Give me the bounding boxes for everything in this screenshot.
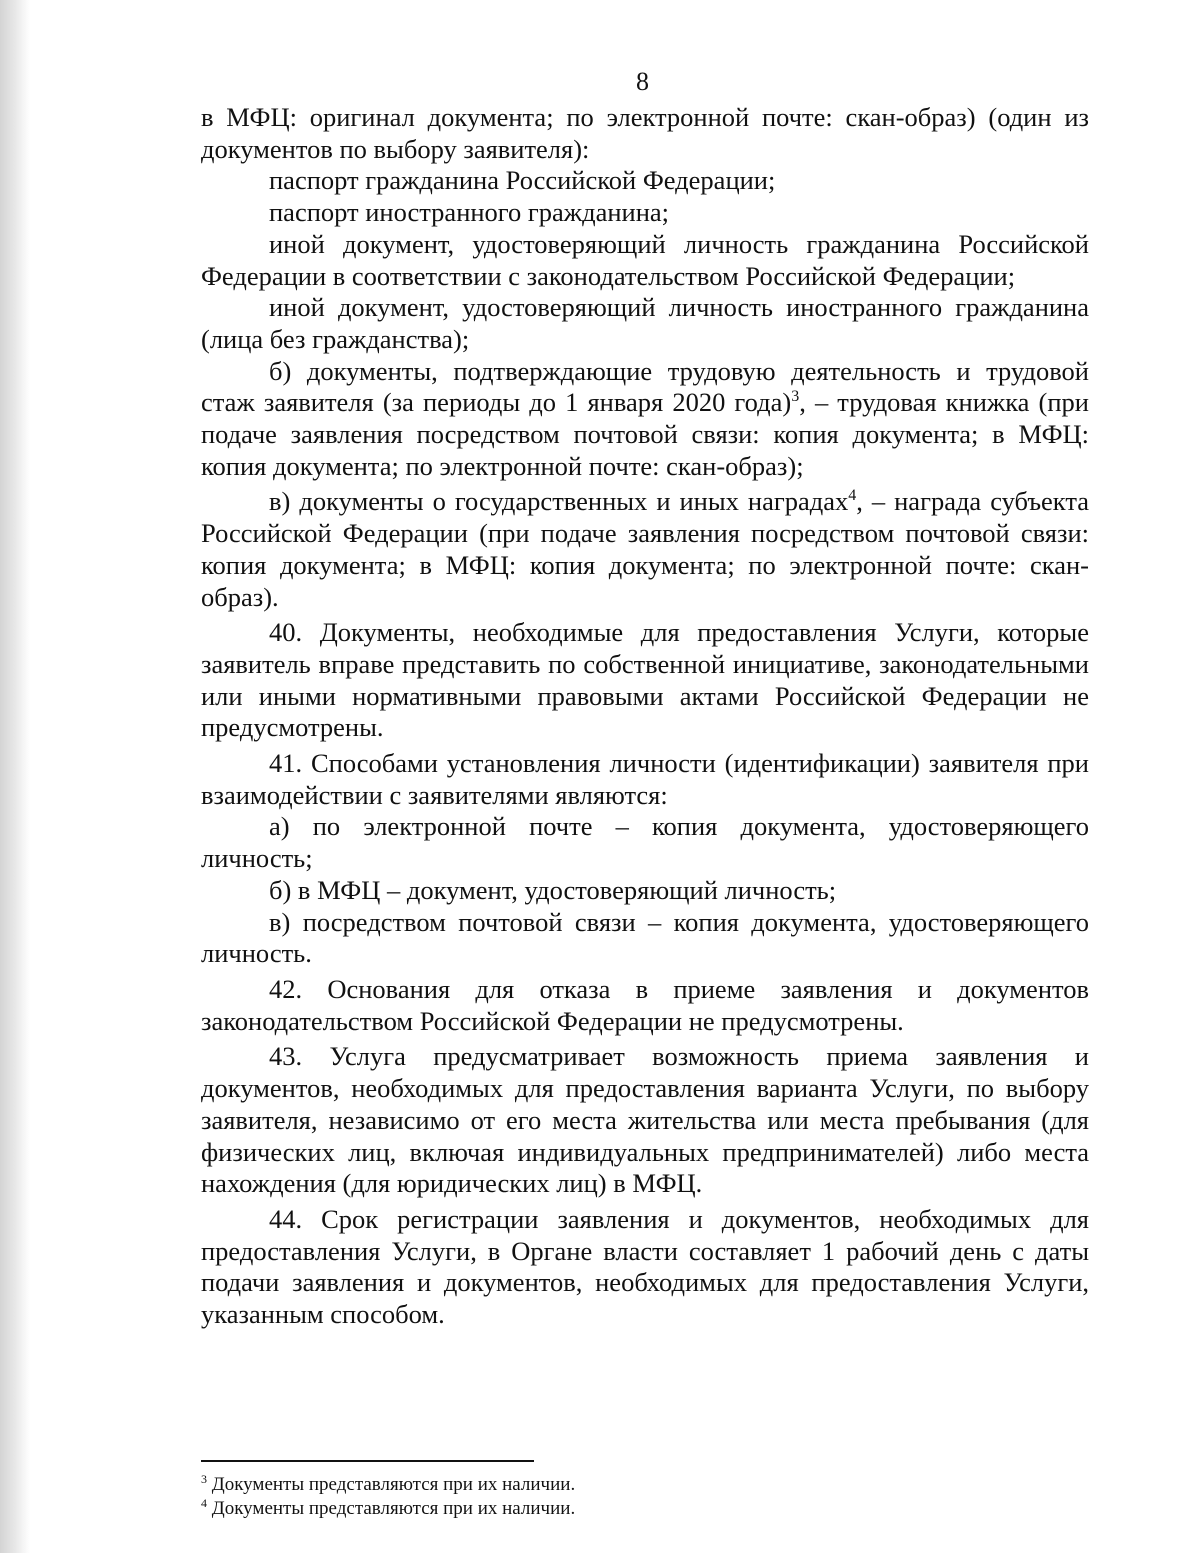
awards-text: в) документы о государственных и иных наградах	[269, 486, 849, 517]
list-item-other-doc-rf: иной документ, удостоверяющий личность гражданина Российской Федерации в соответствии с законодательством Российской Федерации;	[201, 228, 1089, 291]
list-item-awards	[201, 486, 1089, 613]
list-item-post: в) посредством почтовой связи – копия документа, удостоверяющего личность.	[201, 906, 1089, 969]
footnote-3-text: Документы представляются при их наличии.	[207, 1474, 576, 1495]
footnote-ref-4: 4	[848, 487, 857, 505]
clause-41: 41. Способами установления личности (идентификации) заявителя при взаимодействии с заявителями являются:	[201, 748, 1089, 810]
document-body	[201, 102, 1089, 1331]
labor-documents-text-end: , – трудовая книжка (при подаче заявления посредством почтовой связи: копия документа; в МФЦ: копия документа; по электронной почте: скан-образ);	[201, 387, 1089, 481]
clause-44: 44. Срок регистрации заявления и документов, необходимых для предоставления Услуги, в Органе власти составляет 1 рабочий день с даты подачи заявления и документов, необходимых для предоставления Услуги, указанным способом.	[201, 1203, 1089, 1330]
clause-43: 43. Услуга предусматривает возможность приема заявления и документов, необходимых для предоставления варианта Услуги, по выбору заявителя, независимо от его места жительства или места пребывания (для физических лиц, включая индивидуальных предпринимателей) либо места нахождения (для юридических лиц) в МФЦ.	[201, 1041, 1089, 1199]
list-item-passport-rf: паспорт гражданина Российской Федерации;	[269, 165, 776, 196]
footnote-4-text: Документы представляются при их наличии.	[207, 1498, 576, 1519]
footnotes	[201, 1473, 1089, 1521]
footnote-3	[201, 1473, 1089, 1497]
list-item-email: а) по электронной почте – копия документа, удостоверяющего личность;	[201, 811, 1089, 874]
labor-documents-text: б) документы, подтверждающие трудовую деятельность и трудовой стаж заявителя (за периоды до 1 января 2020 года)	[201, 355, 1089, 418]
list-item-other-doc-foreign: иной документ, удостоверяющий личность иностранного гражданина (лица без гражданства);	[201, 292, 1089, 354]
paragraph-continuation: в МФЦ: оригинал документа; по электронной почте: скан-образ) (один из документов по выбору заявителя):	[201, 102, 1089, 164]
list-item-mfc: б) в МФЦ – документ, удостоверяющий личность;	[269, 874, 837, 905]
list-item-passport-foreign: паспорт иностранного гражданина;	[269, 197, 669, 228]
clause-40: 40. Документы, необходимые для предоставления Услуги, которые заявитель вправе представить по собственной инициативе, законодательными или иными нормативными правовыми актами Российской Федерации не предусмотрены.	[201, 617, 1089, 743]
footnote-mark-3: 3	[201, 1472, 207, 1486]
footnote-ref-3: 3	[791, 388, 800, 406]
footnote-mark-4: 4	[201, 1496, 207, 1510]
footnote-separator	[201, 1460, 534, 1462]
page-number: 8	[636, 67, 649, 96]
footnote-4	[201, 1497, 1089, 1521]
clause-42: 42. Основания для отказа в приеме заявления и документов законодательством Российской Федерации не предусмотрены.	[201, 973, 1089, 1036]
awards-text-end: , – награда субъекта Российской Федерации (при подаче заявления посредством почтовой связи: копия документа; в МФЦ: копия документа; по электронной почте: скан-образ).	[201, 486, 1089, 612]
scan-left-edge	[0, 0, 30, 1553]
list-item-labor-documents	[201, 356, 1089, 483]
